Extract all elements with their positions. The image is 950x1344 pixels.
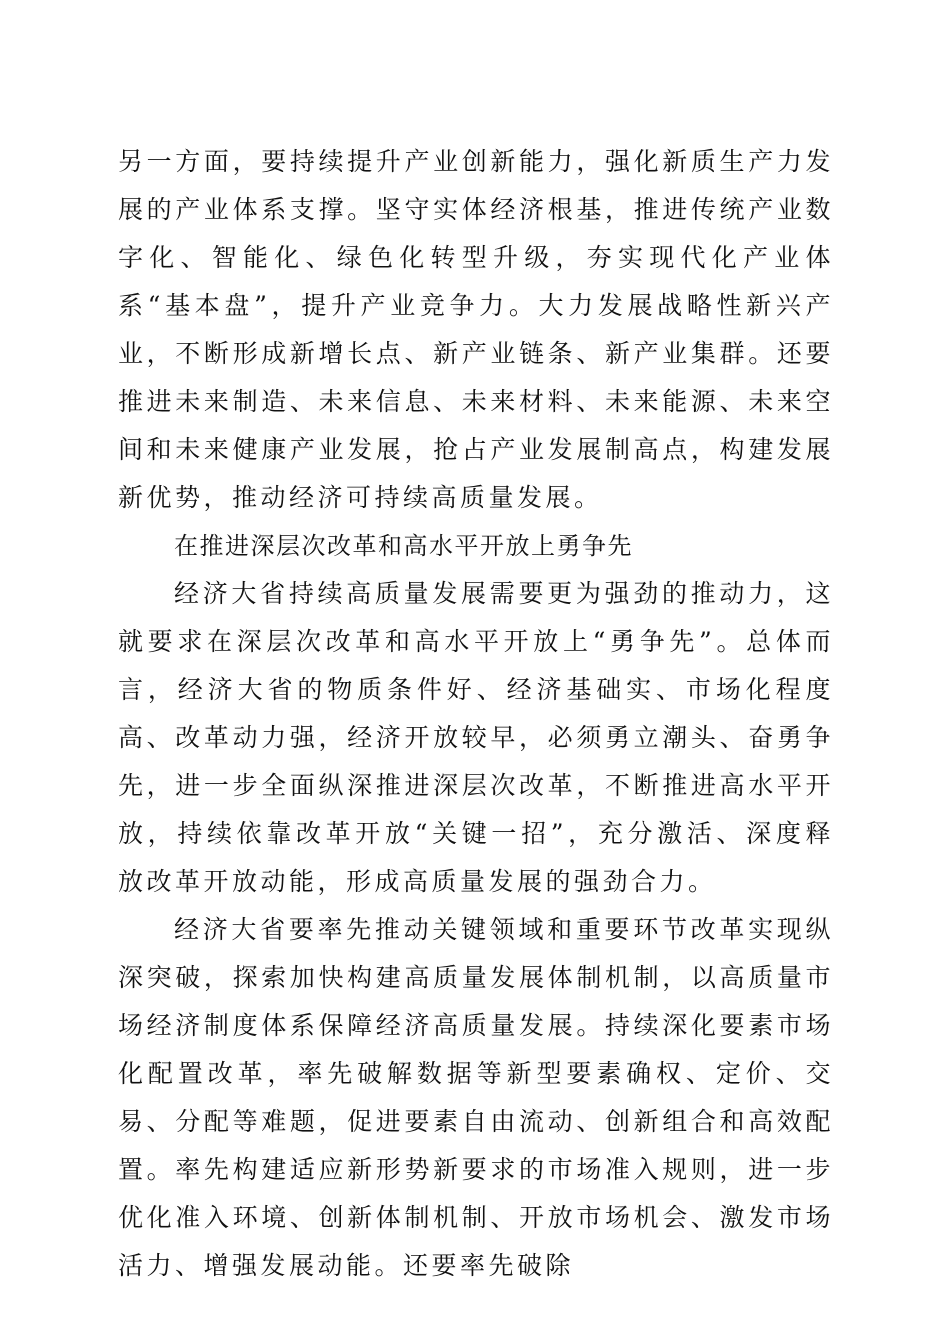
section-heading-reform-opening: 在推进深层次改革和高水平开放上勇争先 [174,532,633,560]
document-body [118,138,834,1290]
paragraph-industry-innovation: 另一方面，要持续提升产业创新能力，强化新质生产力发展的产业体系支撑。坚守实体经济根基，推进传统产业数字化、智能化、绿色化转型升级，夯实现代化产业体系“基本盘”，提升产业竞争力。大力发展战略性新兴产业，不断形成新增长点、新产业链条、新产业集群。还要推进未来制造、未来信息、未来材料、未来能源、未来空间和未来健康产业发展，抢占产业发展制高点，构建发展新优势，推动经济可持续高质量发展。 [118,147,834,512]
paragraph-reform-opening-drive: 经济大省持续高质量发展需要更为强劲的推动力，这就要求在深层次改革和高水平开放上“勇争先”。总体而言，经济大省的物质条件好、经济基础实、市场化程度高、改革动力强，经济开放较早，必须勇立潮头、奋勇争先，进一步全面纵深推进深层次改革，不断推进高水平开放，持续依靠改革开放“关键一招”，充分激活、深度释放改革开放动能，形成高质量发展的强劲合力。 [118,579,834,896]
paragraph-key-field-reform: 经济大省要率先推动关键领域和重要环节改革实现纵深突破，探索加快构建高质量发展体制机制，以高质量市场经济制度体系保障经济高质量发展。持续深化要素市场化配置改革，率先破解数据等新型要素确权、定价、交易、分配等难题，促进要素自由流动、创新组合和高效配置。率先构建适应新形势新要求的市场准入规则，进一步优化准入环境、创新体制机制、开放市场机会、激发市场活力、增强发展动能。还要率先破除 [118,915,834,1280]
